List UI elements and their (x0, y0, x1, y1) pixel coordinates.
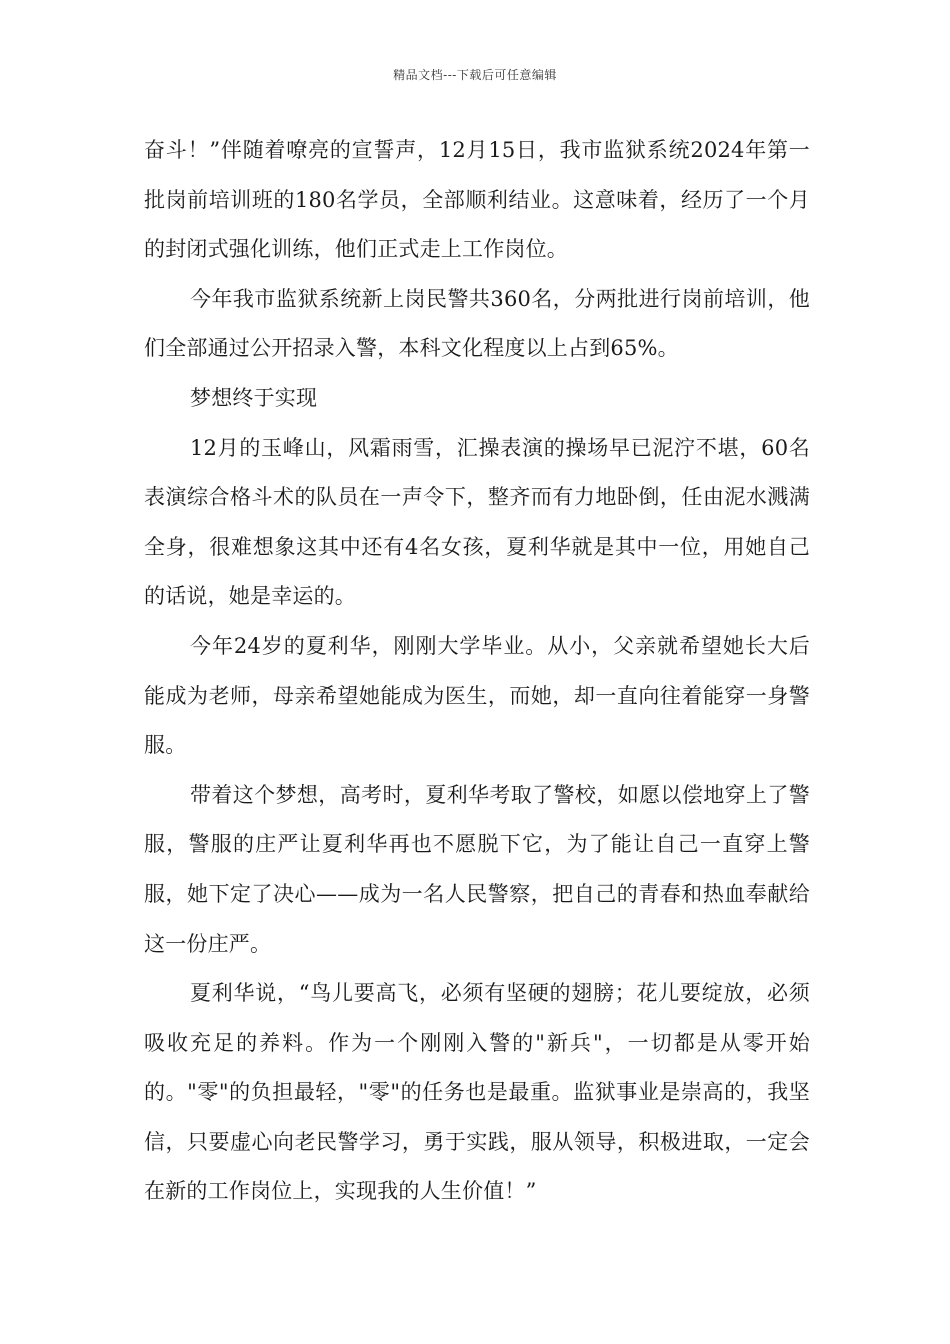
paragraph-continued: 奋斗！”伴随着嘹亮的宣誓声，12月15日，我市监狱系统2024年第一批岗前培训班的180名学员，全部顺利结业。这意味着，经历了一个月的封闭式强化训练，他们正式走上工作岗位。 (144, 138, 810, 262)
paragraph: 今年24岁的夏利华，刚刚大学毕业。从小，父亲就希望她长大后能成为老师，母亲希望她能成为医生，而她，却一直向往着能穿一身警服。 (144, 633, 810, 758)
paragraph: 带着这个梦想，高考时，夏利华考取了警校，如愿以偿地穿上了警服，警服的庄严让夏利华再也不愿脱下它，为了能让自己一直穿上警服，她下定了决心——成为一名人民警察，把自己的青春和热血奉献给这一份庄严。 (144, 782, 810, 956)
document-body (144, 126, 810, 1217)
page-header: 精品文档---下载后可任意编辑 (393, 68, 557, 82)
paragraph: 12月的玉峰山，风霜雨雪，汇操表演的操场早已泥泞不堪，60名表演综合格斗术的队员在一声令下，整齐而有力地卧倒，任由泥水溅满全身，很难想象这其中还有4名女孩，夏利华就是其中一位，用她自己的话说，她是幸运的。 (144, 435, 810, 609)
paragraph: 夏利华说，“鸟儿要高飞，必须有坚硬的翅膀；花儿要绽放，必须吸收充足的养料。作为一个刚刚入警的"新兵"，一切都是从零开始的。"零"的负担最轻，"零"的任务也是最重。监狱事业是崇高的，我坚信，只要虚心向老民警学习，勇于实践，服从领导，积极进取，一定会在新的工作岗位上，实现我的人生价值！” (144, 981, 810, 1204)
section-heading: 梦想终于实现 (190, 385, 318, 410)
paragraph: 今年我市监狱系统新上岗民警共360名，分两批进行岗前培训，他们全部通过公开招录入警，本科文化程度以上占到65%。 (144, 286, 810, 361)
